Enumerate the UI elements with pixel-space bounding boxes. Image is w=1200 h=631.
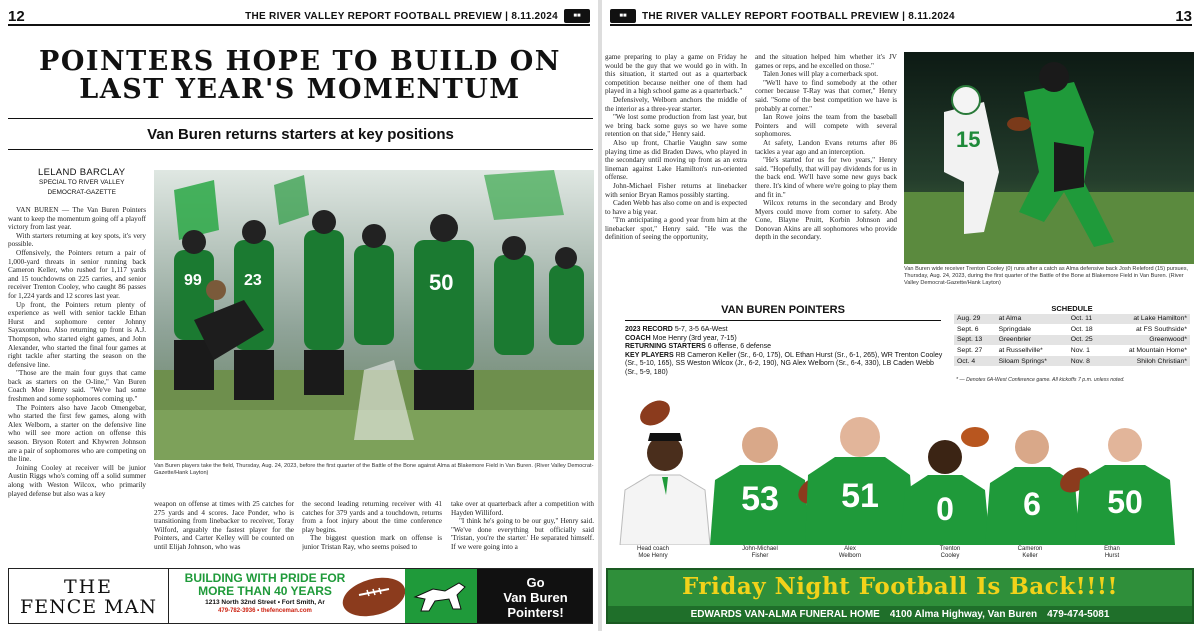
player-label-welborn	[820, 546, 880, 560]
coach-figure	[620, 433, 710, 545]
ad-go-line-1: Go	[526, 574, 545, 590]
paragraph: Defensively, Welborn anchors the middle of the interior as a three-year starter.	[605, 95, 747, 113]
ad-address: 4100 Alma Highway, Van Buren	[889, 608, 1038, 620]
ad-brand	[9, 569, 169, 624]
player-label-cooley	[920, 546, 980, 560]
schedule-date: Oct. 25	[1068, 335, 1105, 346]
table-row	[954, 324, 1190, 335]
player-label-fisher	[730, 546, 790, 560]
funeral-home-ad[interactable]	[606, 568, 1194, 624]
player-figure-cooley	[900, 440, 990, 545]
page-header	[610, 8, 1192, 26]
paragraph: "He's started for us for two years," Henry said. "Hopefully, that will pay dividends for us in the back end. We'll have some new guys back there. It's kind of where we're going to play them and fit in."	[755, 156, 897, 199]
paragraph: "Those are the main four guys that came back as starters on the O-line," Van Buren Coach Moe Henry said. "We've had some freshmen and some sophomores coming up."	[8, 369, 146, 404]
svg-text:50: 50	[429, 270, 454, 295]
paragraph: "I think he's going to be our guy," Henry said. "We've done everything but officially said 'Tristan, you're the starter.' He separated himself. If we were going into a	[451, 517, 594, 551]
paragraph: The Pointers also have Jacob Omengebar, who started the first few games, along with Alex Welborn, a starter on the defensive line who will see more action on offense this season. Bryson Rotert and Khywren Johnson are a pair of sophomores who are competing on the line.	[8, 403, 146, 464]
schedule-opponent: at Alma	[996, 314, 1068, 325]
football-icon	[961, 427, 989, 447]
byline-credit-1: SPECIAL TO RIVER VALLEY	[39, 179, 125, 186]
paragraph: With starters returning at key spots, it's very possible.	[8, 231, 146, 249]
label-line-1: John-Michael	[742, 546, 778, 552]
coach-label: COACH	[625, 334, 651, 342]
player-figure-welborn	[805, 417, 915, 545]
schedule-opponent: at Lake Hamilton*	[1105, 314, 1190, 325]
paragraph: the second leading returning receiver with 41 catches for 379 yards and a touchdown, returns from a foot injury about the time conference play begins.	[302, 500, 442, 534]
ad-sponsor-bar	[608, 606, 1192, 622]
schedule-date: Oct. 11	[1068, 314, 1105, 325]
ad-go-line-3: Pointers!	[507, 604, 564, 620]
paragraph: "We'll have to find somebody at the other corner because T-Ray was that corner," Henry said. "Some of the best competition we have is probably at corner."	[755, 78, 897, 113]
player-label-hurst	[1082, 546, 1142, 560]
ad-phone: 479-474-5081	[1047, 608, 1110, 620]
ad-go-line-2: Van Buren	[503, 589, 568, 605]
paragraph: Also up front, Charlie Vaughn saw some playing time as did Braden Daws, who played in the secondary until moving up front as an extra lineman against Lake Hamilton's run-oriented offense.	[605, 138, 747, 182]
player-figure-hurst	[1075, 428, 1175, 545]
team-entrance-photo	[154, 170, 594, 460]
paragraph: Joining Cooley at receiver will be junior Austin Riggs who's coming off a solid summer along with Weston Wilcox, who primarily played defense but also was a key	[8, 463, 146, 498]
schedule-opponent: at Mountain Home*	[1105, 345, 1190, 356]
byline	[38, 168, 125, 198]
label-line-2: Welborn	[838, 553, 862, 559]
ad-sponsor: EDWARDS VAN-ALMA FUNERAL HOME	[690, 608, 880, 620]
paragraph: weapon on offense at times with 25 catches for 275 yards and 4 scores. Jace Ponder, who is transitioning from linebacker to receiver, Toray Wilford, arguably the fastest player for the Pointers, and Carter Kelley will be counted on until Elijah Johnson, who was	[154, 500, 294, 551]
player-lineup-image	[610, 395, 1195, 545]
schedule-date: Aug. 29	[954, 314, 996, 325]
jersey-number: 51	[841, 477, 879, 515]
label-line-2: Hurst	[1104, 553, 1120, 559]
headline-line-2: LAST YEAR'S MOMENTUM	[79, 74, 521, 105]
team-info	[625, 326, 943, 378]
paragraph: The biggest question mark on offense is junior Tristan Ray, who seems poised to	[302, 534, 442, 551]
label-line-1: Head coach	[636, 546, 670, 552]
label-line-2: Keller	[1022, 553, 1038, 559]
paragraph: Offensively, the Pointers return a pair of 1,000-yard threats in senior running back Cameron Keller, who rushed for 1,117 yards and 15 touchdowns on 225 carries, and senior receiver Trenton Cooley, who caught 86 passes for 1,224 yards and 12 scores last year.	[8, 248, 146, 300]
byline-name: LELAND BARCLAY	[38, 167, 126, 178]
player-label-keller	[1000, 546, 1060, 560]
starters-value: 6 offense, 6 defense	[707, 343, 772, 351]
paragraph: Wilcox returns in the secondary and Brody Myers could move from corner to safety. Abe Cone, Blayne Pruitt, Korbin Johnson and Donovan Akins are all sophomores who provide depth in the secondary.	[755, 199, 897, 242]
schedule-opponent: Greenbrier	[996, 335, 1068, 346]
record-value: 5-7, 3-5 6A-West	[674, 326, 728, 333]
schedule-table	[954, 313, 1190, 366]
paragraph: Talen Jones will play a cornerback spot.	[763, 70, 879, 79]
team-entrance-image	[154, 170, 594, 460]
paragraph: "I'm anticipating a good year from him at the linebacker spot," Henry said. "He was the definition of seeing the opportunity,	[605, 216, 747, 242]
schedule-opponent: Shiloh Christian*	[1105, 356, 1190, 367]
ad-headline: Friday Night Football Is Back!!!!	[681, 573, 1119, 600]
table-row	[954, 335, 1190, 346]
headline-line-1: POINTERS HOPE TO BUILD ON	[39, 46, 561, 77]
player-figure-fisher	[710, 427, 810, 545]
ad-slogan-2: MORE THAN 40 YEARS	[198, 584, 332, 598]
label-line-1: Ethan	[1104, 546, 1120, 552]
photo-caption: Van Buren players take the field, Thursday, Aug. 24, 2023, before the first quarter of the Battle of the Bone against Alma at Blakemore Field in Van Buren. (River Valley Democrat-Gazette/Hank Layton)	[154, 463, 594, 476]
schedule-date: Sept. 13	[954, 335, 996, 346]
page-header	[8, 8, 590, 26]
schedule-opponent: Siloam Springs*	[996, 356, 1068, 367]
schedule-date: Sept. 27	[954, 345, 996, 356]
label-line-1: Trenton	[939, 546, 961, 552]
paragraph: Caden Webb has also come on and is expected to have a big year.	[605, 199, 747, 216]
article-column-6	[755, 53, 897, 285]
ad-address: 1213 North 32nd Street • Fort Smith, Ar	[205, 599, 325, 606]
paragraph: Ian Rowe joins the team from the baseball Pointers and will compete with several sophomores.	[755, 113, 897, 139]
label-line-2: Cooley	[940, 553, 960, 559]
schedule-date: Oct. 4	[954, 356, 996, 367]
preview-logo-icon: ■■	[610, 9, 636, 23]
fence-man-ad[interactable]	[8, 568, 593, 624]
page-number: 13	[1175, 7, 1192, 25]
article-column-3	[302, 500, 442, 560]
article-column-5	[605, 53, 747, 285]
player-label-coach	[623, 546, 683, 560]
ad-brand-line-2: FENCE MAN	[20, 595, 157, 618]
key-players-value: RB Cameron Keller (Sr., 6-0, 175), OL Ethan Hurst (Sr., 6-1, 265), WR Trenton Cooley (Sr., 5-10, 165), SS Weston Wilcox (Jr., 6-2, 190), NG Alex Welborn (Sr., 6-4, 330), LB Caden Webb (Sr., 5-9, 180)	[625, 351, 943, 376]
header-title: THE RIVER VALLEY REPORT FOOTBALL PREVIEW | 8.11.2024	[642, 10, 955, 22]
paragraph: Up front, the Pointers return plenty of experience as well with senior tackle Ethan Hurst and sophomore center Johnny Sayaxomphou. Also returning up front is A.J. Thompson, who started eight games, and John Alexander, who started the final four games at right tackle after starting the season on the defensive line.	[8, 300, 146, 369]
page-number: 12	[8, 7, 25, 25]
paragraph: At safety, Landon Evans returns after 86 tackles a year ago and an interception.	[755, 138, 897, 156]
table-row	[954, 314, 1190, 325]
paragraph: John-Michael Fisher returns at linebacker with senior Bryan Ramos possibly starting.	[605, 181, 747, 199]
schedule-title: SCHEDULE	[1051, 304, 1093, 313]
receiver-run-photo	[904, 52, 1194, 264]
header-title: THE RIVER VALLEY REPORT FOOTBALL PREVIEW | 8.11.2024	[245, 10, 558, 22]
schedule-date: Nov. 1	[1068, 345, 1105, 356]
team-box-title: VAN BUREN POINTERS	[625, 304, 941, 321]
schedule-opponent: Greenwood*	[1105, 335, 1190, 346]
ad-slogan	[175, 572, 355, 615]
preview-logo-icon: ■■	[564, 9, 590, 23]
jersey-number: 50	[1107, 484, 1143, 520]
article-column-4	[451, 500, 594, 560]
ad-slogan-1: BUILDING WITH PRIDE FOR	[184, 571, 346, 585]
football-icon	[636, 395, 675, 430]
starters-label: RETURNING STARTERS	[625, 343, 706, 351]
schedule-opponent: Springdale	[996, 324, 1068, 335]
football-icon	[339, 573, 409, 621]
ad-brand-line-1: THE	[63, 575, 114, 598]
jersey-number: 6	[1023, 486, 1041, 522]
paragraph: game preparing to play a game on Friday he would be the guy that we would go in with. In this situation, it started out as a quarterback competition because neither one of them had played in a high school game as a quarterback."	[605, 53, 747, 96]
paragraph: and the situation helped him whether it's JV games or reps, and he excelled on those."	[755, 53, 897, 70]
schedule-opponent: at FS Southside*	[1105, 324, 1190, 335]
schedule-note: * — Denotes 6A-West Conference game. All kickoffs 7 p.m. unless noted.	[956, 377, 1125, 383]
article-column-2	[154, 500, 294, 560]
subheadline-bar	[8, 118, 593, 150]
schedule-date: Oct. 18	[1068, 324, 1105, 335]
schedule-opponent: at Russellville*	[996, 345, 1068, 356]
jersey-number: 53	[741, 480, 779, 518]
paragraph: VAN BUREN — The Van Buren Pointers want to keep the momentum going off a playoff victory from last year.	[8, 206, 146, 232]
label-line-1: Cameron	[1017, 546, 1043, 552]
schedule-date: Sept. 6	[954, 324, 996, 335]
headline	[10, 48, 590, 104]
key-players-label: KEY PLAYERS	[625, 351, 674, 359]
record-label: 2023 RECORD	[625, 326, 673, 333]
article-column-1	[8, 206, 146, 561]
receiver-photo-caption: Van Buren wide receiver Trenton Cooley (0) runs after a catch as Alma defensive back Josh Releford (15) pursues, Thursday, Aug. 24, 2023, during the first quarter of the Battle of the Bone at Blakemore Field in Van Buren. (River Valley Democrat-Gazette/Hank Layton)	[904, 266, 1189, 286]
label-line-2: Fisher	[751, 553, 769, 559]
byline-credit-2: DEMOCRAT-GAZETTE	[47, 189, 116, 196]
svg-text:99: 99	[184, 272, 202, 289]
ad-contact: 479-782-3936 • thefenceman.com	[218, 608, 312, 614]
jersey-number: 0	[936, 491, 954, 527]
table-row	[954, 356, 1190, 367]
subheadline: Van Buren returns starters at key positions	[147, 125, 454, 143]
pointer-dog-logo-icon	[405, 569, 477, 624]
go-pointers-block	[477, 569, 593, 624]
label-line-2: Moe Henry	[638, 553, 668, 559]
label-line-1: Alex	[844, 546, 856, 552]
schedule-date: Nov. 8	[1068, 356, 1105, 367]
left-page	[0, 0, 598, 631]
defender-jersey-number: 15	[956, 127, 981, 152]
receiver-run-image	[904, 52, 1194, 264]
paragraph: take over at quarterback after a competition with Hayden Williford.	[451, 500, 594, 517]
paragraph: "We lost some production from last year, but we bring back some guys so we have some retention on that side," Henry said.	[605, 113, 747, 139]
svg-text:23: 23	[244, 272, 262, 289]
table-row	[954, 345, 1190, 356]
coach-value: Moe Henry (3rd year, 7-15)	[652, 334, 737, 342]
